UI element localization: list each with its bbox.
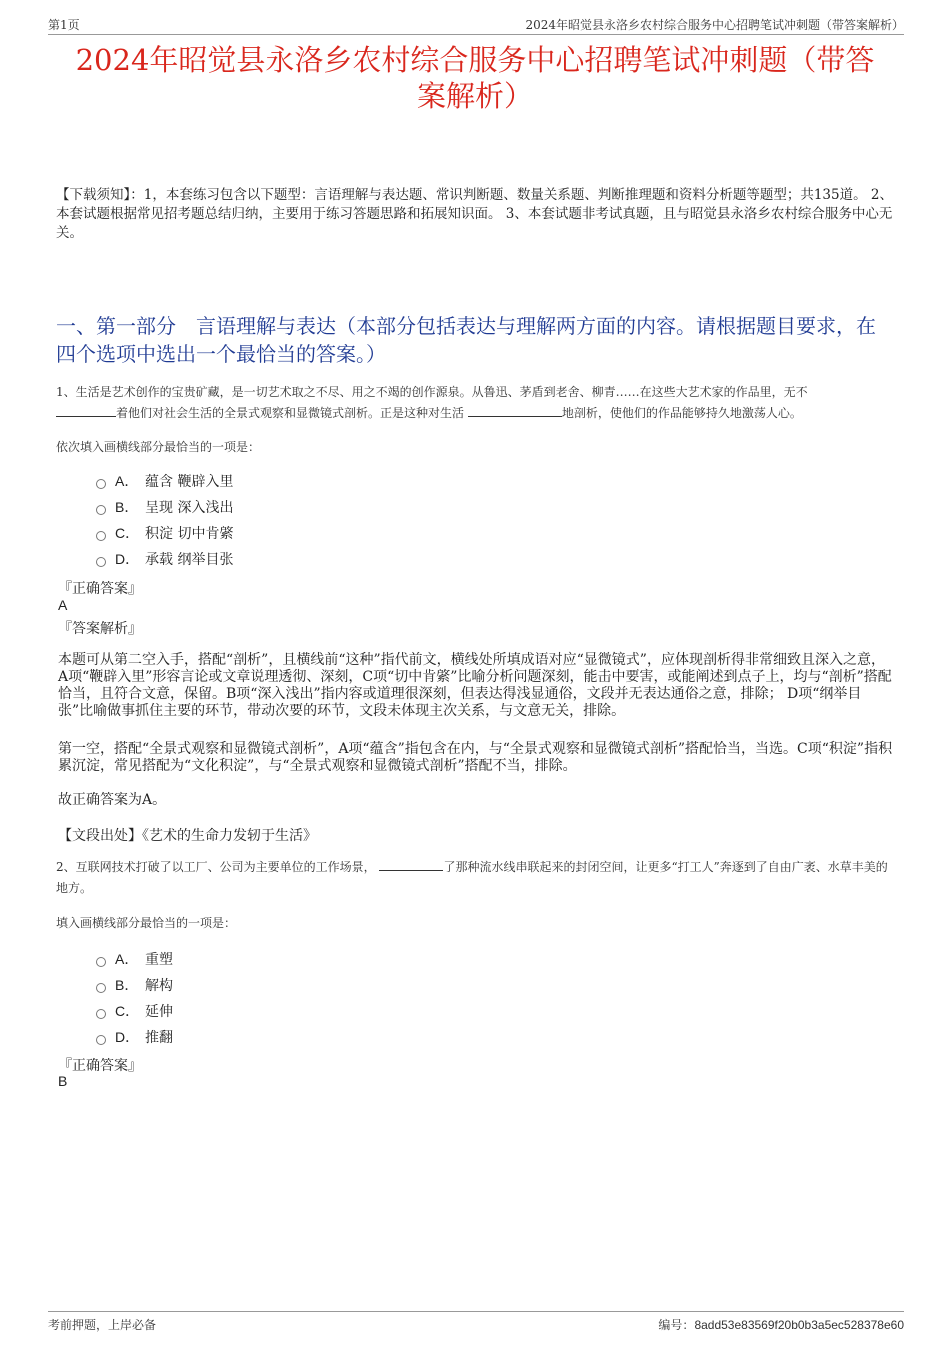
document-title	[40, 42, 910, 114]
page-footer	[48, 1311, 904, 1338]
option-text: 重塑	[145, 952, 173, 968]
radio-icon[interactable]	[96, 531, 106, 541]
document-code	[658, 1316, 904, 1333]
footer-slogan: 考前押题，上岸必备	[48, 1318, 157, 1332]
option-d[interactable]	[96, 546, 233, 572]
option-letter: D．	[115, 1029, 140, 1045]
page-header	[48, 14, 904, 35]
option-text: 积淀 切中肯綮	[145, 526, 234, 542]
option-a[interactable]	[96, 946, 173, 972]
section-title: 一、第一部分 言语理解与表达（本部分包括表达与理解两方面的内容。请根据题目要求，在四个选项中选出一个最恰当的答案。）	[56, 314, 876, 366]
option-b[interactable]	[96, 494, 233, 520]
option-letter: B．	[115, 977, 139, 993]
option-text: 呈现 深入浅出	[145, 500, 234, 516]
question-1-stem	[56, 382, 898, 424]
analysis-label: 『答案解析』	[58, 621, 142, 637]
document-code-label: 编号：	[658, 1318, 695, 1332]
option-letter: B．	[115, 499, 139, 515]
option-text: 解构	[145, 978, 173, 994]
page-number: 第1页	[48, 18, 80, 32]
option-text: 延伸	[145, 1004, 173, 1020]
question-1-stem-part3: 地剖析，使他们的作品能够持久地激荡人心。	[561, 406, 802, 420]
option-text: 推翻	[145, 1030, 173, 1046]
download-notice: 【下载须知】：1，本套练习包含以下题型：言语理解与表达题、常识判断题、数量关系题、判断推理题和资料分析题等题型；共135道。 2、本套试题根据常见招考题总结归纳，主要用于练习答题思路和拓展知识面。 3、本套试题非考试真题，且与昭觉县永洛乡农村综合服务中心无关。	[56, 187, 893, 241]
question-1-stem-part1: 1、生活是艺术创作的宝贵矿藏，是一切艺术取之不尽、用之不竭的创作源泉。从鲁迅、茅盾到老舍、柳青……在这些大艺术家的作品里，无不	[56, 385, 808, 399]
option-b[interactable]	[96, 972, 173, 998]
radio-icon[interactable]	[96, 505, 106, 515]
analysis-paragraph-1: 本题可从第二空入手，搭配“剖析”，且横线前“这种”指代前文，横线处所填成语对应“显微镜式”，应体现剖析得非常细致且深入之意，A项“鞭辟入里”形容言论或文章说理透彻、深刻，C项“切中肯綮”比喻分析问题深刻，能击中要害，或能阐述到点子上，均与“剖析”搭配恰当，且符合文意，保留。B项“深入浅出”指内容或道理很深刻，但表达得浅显通俗，文段并无表达通俗之意，排除； D项“纲举目张”比喻做事抓住主要的环节，带动次要的环节，文段未体现主次关系，与文意无关，排除。	[58, 652, 892, 719]
correct-answer-label: 『正确答案』	[58, 1058, 142, 1074]
correct-answer-label: 『正确答案』	[58, 581, 142, 597]
option-letter: A．	[115, 473, 139, 489]
fill-blank-1	[379, 858, 443, 871]
option-c[interactable]	[96, 520, 233, 546]
analysis-conclusion: 故正确答案为A。	[58, 792, 167, 808]
passage-source: 【文段出处】《艺术的生命力发轫于生活》	[58, 828, 317, 844]
option-letter: C．	[115, 1003, 140, 1019]
option-text: 承载 纲举目张	[145, 552, 234, 568]
question-2-stem-part1: 2、互联网技术打破了以工厂、公司为主要单位的工作场景，	[56, 860, 376, 874]
option-letter: C．	[115, 525, 140, 541]
option-letter: A．	[115, 951, 139, 967]
question-1-prompt: 依次填入画横线部分最恰当的一项是：	[56, 440, 261, 454]
header-doc-title: 2024年昭觉县永洛乡农村综合服务中心招聘笔试冲刺题（带答案解析）	[525, 18, 904, 32]
document-title-line1: 2024年昭觉县永洛乡农村综合服务中心招聘笔试冲刺题（带答	[75, 43, 875, 77]
analysis-paragraph-2: 第一空，搭配“全景式观察和显微镜式剖析”，A项“蕴含”指包含在内，与“全景式观察和显微镜式剖析”搭配恰当，当选。C项“积淀”指积累沉淀，常见搭配为“文化积淀”，与“全景式观察和显微镜式剖析”搭配不当，排除。	[58, 741, 893, 774]
correct-answer: A	[58, 597, 68, 613]
radio-icon[interactable]	[96, 479, 106, 489]
correct-answer: B	[58, 1073, 68, 1089]
option-a[interactable]	[96, 468, 233, 494]
radio-icon[interactable]	[96, 1035, 106, 1045]
radio-icon[interactable]	[96, 983, 106, 993]
question-2-stem	[56, 857, 898, 899]
radio-icon[interactable]	[96, 957, 106, 967]
question-1-stem-part2: 着他们对社会生活的全景式观察和显微镜式剖析。正是这种对生活	[116, 406, 465, 420]
document-code-value: 8add53e83569f20b0b3a5ec528378e60	[694, 1318, 904, 1332]
document-title-line2: 案解析）	[416, 79, 533, 113]
option-d[interactable]	[96, 1024, 173, 1050]
option-text: 蕴含 鞭辟入里	[145, 474, 234, 490]
option-letter: D．	[115, 551, 140, 567]
fill-blank-2	[468, 404, 562, 417]
radio-icon[interactable]	[96, 557, 106, 567]
radio-icon[interactable]	[96, 1009, 106, 1019]
question-2-options	[96, 946, 173, 1050]
question-1-options	[96, 468, 233, 572]
question-2-stem-part2: 了那种流水线串联起来的封闭空间，让更多“打工人”奔逐到了自由广袤、水草丰美的地方。	[56, 860, 888, 895]
fill-blank-1	[56, 404, 116, 417]
option-c[interactable]	[96, 998, 173, 1024]
question-2-prompt: 填入画横线部分最恰当的一项是：	[56, 916, 237, 930]
